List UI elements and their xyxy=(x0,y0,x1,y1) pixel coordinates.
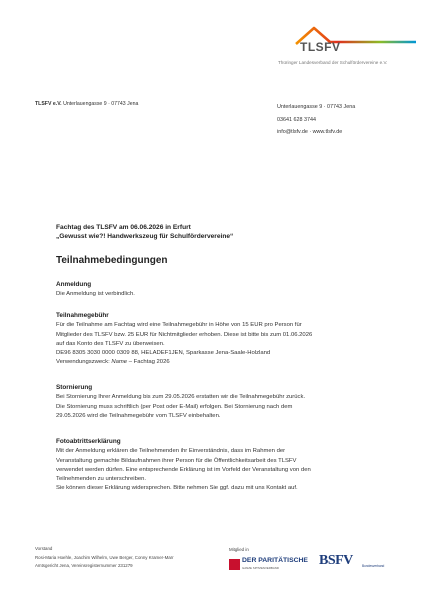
event-block xyxy=(56,223,233,241)
section-line: Mit der Anmeldung erklären die Teilnehmenden ihr Einverständnis, dass im Rahmen der xyxy=(56,448,286,455)
event-topic-line: „Gewusst wie?! Handwerkszeug für Schulfördervereine“ xyxy=(56,233,234,240)
section-line: Für die Teilnahme am Fachtag wird eine Teilnahmegebühr in Höhe von 15 EUR pro Person für xyxy=(56,322,302,329)
contact-block xyxy=(277,101,355,139)
contact-web[interactable]: info@tlsfv.de · www.tlsfv.de xyxy=(277,129,343,135)
footer-label: Vorstand xyxy=(35,546,53,551)
section-line: Veranstaltung gemachte Bildaufnahmen ihrer Person für die Öffentlichkeitsarbeit des TLSFV xyxy=(56,457,297,464)
paritaetische-logo-icon xyxy=(229,559,240,570)
footer-member-label: Mitglied in xyxy=(229,547,249,552)
section-heading: Fotoabtrittserklärung xyxy=(56,438,121,445)
footer-board xyxy=(35,545,174,571)
sender-org: TLSFV e.V. xyxy=(35,101,62,107)
section-line: Die Stornierung muss schriftlich (per Post oder E-Mail) erfolgen. Bei Stornierung nach dem xyxy=(56,403,293,410)
section-gebuehr xyxy=(56,311,386,368)
purpose-name: Name xyxy=(111,359,128,366)
footer-court: Amtsgericht Jena, Vereinsregisternummer 231279 xyxy=(35,563,133,568)
purpose-suffix: – Fachtag 2026 xyxy=(127,359,170,366)
logo-name: TLSFV xyxy=(300,40,341,54)
section-text: Die Anmeldung ist verbindlich. xyxy=(56,291,135,298)
paritaetische-sub: GANZE SPITZENVERBAND xyxy=(242,566,279,570)
section-line: Sie können dieser Erklärung widersprechen. Bitte nehmen Sie ggf. dazu mit uns Kontakt auf. xyxy=(56,485,298,492)
section-line: verwendet werden dürfen. Eine entsprechende Erklärung ist im Vorfeld der Veranstaltung von den xyxy=(56,466,311,473)
page-title: Teilnahmebedingungen xyxy=(56,255,168,266)
section-heading: Teilnahmegebühr xyxy=(56,312,109,319)
bsfv-sub: Bundesverband xyxy=(362,564,385,568)
logo-subtitle: Thüringer Landesverband der Schulfördervereine e.V. xyxy=(278,60,388,65)
section-stornierung xyxy=(56,383,386,421)
event-date-line: Fachtag des TLSFV am 06.06.2026 in Erfurt xyxy=(56,224,191,231)
footer-board-names: Rosi-Maria Hoehle, Joachim Wilhelm, Uwe Berger, Conny Kramer-Marr xyxy=(35,554,174,560)
section-foto xyxy=(56,437,386,494)
section-line: 29.05.2026 wird die Teilnahmegebühr vom TLSFV einbehalten. xyxy=(56,412,221,419)
purpose-line xyxy=(56,358,386,367)
paritaetische-name: DER PARITÄTISCHE xyxy=(242,557,308,564)
bsfv-logo: BSFV xyxy=(319,553,353,568)
tlsfv-logo-icon xyxy=(268,22,418,52)
purpose-prefix: Verwendungszweck: xyxy=(56,359,112,366)
section-heading: Stornierung xyxy=(56,384,93,391)
section-heading: Anmeldung xyxy=(56,281,92,288)
section-anmeldung xyxy=(56,280,386,300)
section-line: Teilnehmenden zu unterschreiben. xyxy=(56,476,147,483)
section-line: auf das Konto des TLSFV zu überweisen. xyxy=(56,340,165,347)
bank-details: DE96 8305 3030 0000 0309 88, HELADEF1JEN, Sparkasse Jena-Saale-Holzland xyxy=(56,350,271,357)
sender-line xyxy=(35,101,138,107)
section-line: Bei Stornierung Ihrer Anmeldung bis zum 29.05.2026 erstatten wir die Teilnahmegebühr zurück. xyxy=(56,394,306,401)
section-line: Mitglieder des TLSFV bzw. 25 EUR für Nichtmitglieder erhoben. Diese ist bitte bis zum 01.06.2026 xyxy=(56,331,313,338)
contact-phone: 03641 628 3744 xyxy=(277,116,316,123)
sender-address: Unterlauengasse 9 · 07743 Jena xyxy=(63,101,139,107)
contact-address: Unterlauengasse 9 · 07743 Jena xyxy=(277,104,356,110)
